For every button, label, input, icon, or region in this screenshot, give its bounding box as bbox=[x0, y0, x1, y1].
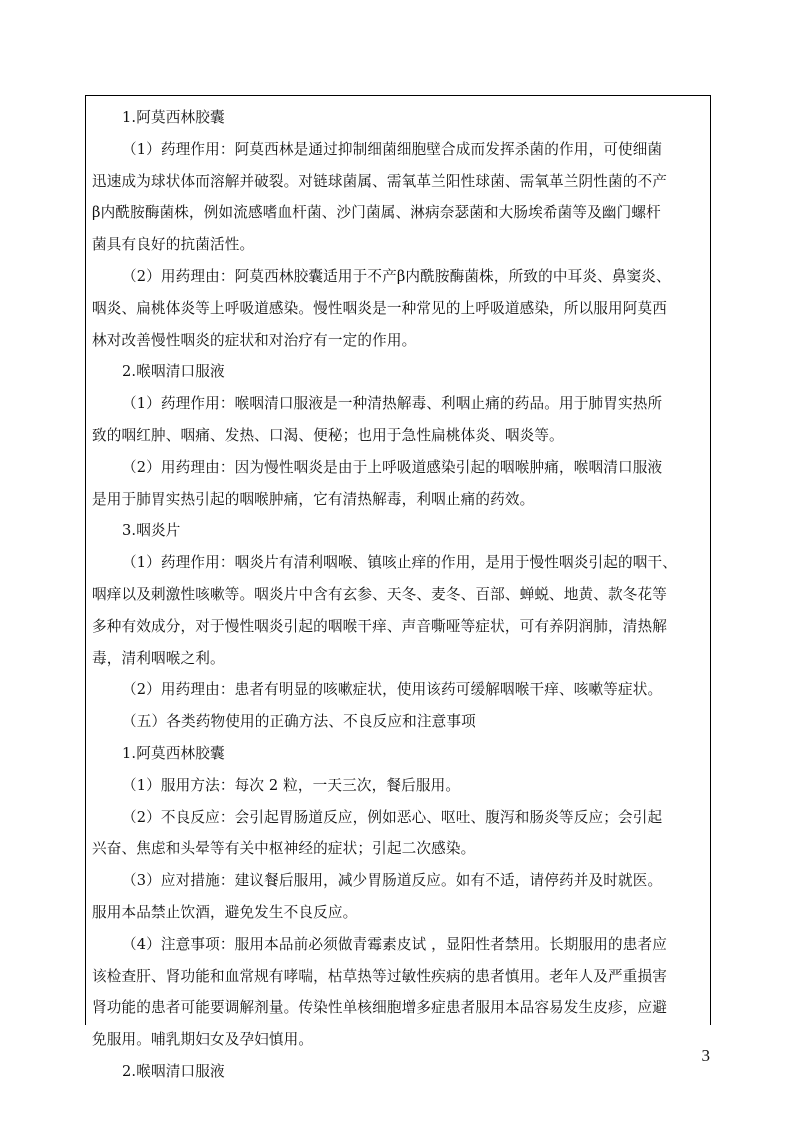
text-line: （4）注意事项：服用本品前必须做青霉素皮试 ，显阳性者禁用。长期服用的患者应 bbox=[122, 935, 668, 953]
text-line: 1.阿莫西林胶囊 bbox=[122, 744, 225, 762]
text-line: 服用本品禁止饮酒，避免发生不良反应。 bbox=[92, 903, 358, 921]
text-line: （1）药理作用：喉咽清口服液是一种清热解毒、利咽止痛的药品。用于肺胃实热所 bbox=[122, 395, 663, 413]
text-line: 迅速成为球状体而溶解并破裂。对链球菌属、需氧革兰阳性球菌、需氧革兰阴性菌的不产 bbox=[92, 172, 668, 190]
text-line: 2.喉咽清口服液 bbox=[122, 363, 225, 381]
text-line: （2）用药理由：阿莫西林胶囊适用于不产β内酰胺酶菌株，所致的中耳炎、鼻窦炎、 bbox=[122, 267, 671, 285]
text-line: 咽炎、扁桃体炎等上呼吸道感染。慢性咽炎是一种常见的上呼吸道感染，所以服用阿莫西 bbox=[92, 299, 668, 317]
text-line: 1.阿莫西林胶囊 bbox=[122, 109, 225, 126]
text-line: （1）服用方法：每次 2 粒，一天三次，餐后服用。 bbox=[122, 776, 461, 794]
text-line: （1）药理作用：咽炎片有清利咽喉、镇咳止痒的作用，是用于慢性咽炎引起的咽干、 bbox=[122, 554, 677, 572]
text-line: 肾功能的患者可能要调解剂量。传染性单核细胞增多症患者服用本品容易发生皮疹，应避 bbox=[92, 999, 668, 1017]
text-line: （3）应对措施：建议餐后服用，减少胃肠道反应。如有不适，请停药并及时就医。 bbox=[122, 872, 663, 890]
text-line: 2.喉咽清口服液 bbox=[122, 1062, 225, 1080]
document-body bbox=[86, 102, 710, 1088]
text-line: （1）药理作用：阿莫西林是通过抑制细菌细胞壁合成而发挥杀菌的作用，可使细菌 bbox=[122, 140, 663, 158]
text-line: 多种有效成分，对于慢性咽炎引起的咽喉干痒、声音嘶哑等症状，可有养阴润肺，清热解 bbox=[92, 617, 668, 635]
text-line: （2）不良反应：会引起胃肠道反应，例如恶心、呕吐、腹泻和肠炎等反应；会引起 bbox=[122, 808, 663, 826]
text-line: （五）各类药物使用的正确方法、不良反应和注意事项 bbox=[122, 713, 476, 731]
text-line: 毒，清利咽喉之利。 bbox=[92, 649, 225, 667]
text-line: 咽痒以及刺激性咳嗽等。咽炎片中含有玄参、天冬、麦冬、百部、蝉蜕、地黄、款冬花等 bbox=[92, 585, 668, 603]
page-number: 3 bbox=[701, 1046, 710, 1065]
text-line: （2）用药理由：患者有明显的咳嗽症状，使用该药可缓解咽喉干痒、咳嗽等症状。 bbox=[122, 681, 663, 699]
text-line: 3.咽炎片 bbox=[122, 522, 181, 540]
text-line: （2）用药理由：因为慢性咽炎是由于上呼吸道感染引起的咽喉肿痛，喉咽清口服液 bbox=[122, 458, 663, 476]
text-line: 菌具有良好的抗菌活性。 bbox=[92, 236, 255, 254]
text-line: 兴奋、焦虑和头晕等有关中枢神经的症状；引起二次感染。 bbox=[92, 840, 476, 858]
text-line: 林对改善慢性咽炎的症状和对治疗有一定的作用。 bbox=[92, 331, 417, 349]
text-line: 该检查肝、肾功能和血常规有哮喘，枯草热等过敏性疾病的患者慎用。老年人及严重损害 bbox=[92, 967, 668, 985]
text-line: β内酰胺酶菌株，例如流感嗜血杆菌、沙门菌属、淋病奈瑟菌和大肠埃希菌等及幽门螺杆 bbox=[92, 204, 661, 222]
document-frame bbox=[85, 95, 711, 1080]
text-line: 致的咽红肿、咽痛、发热、口渴、便秘；也用于急性扁桃体炎、咽炎等。 bbox=[92, 426, 564, 444]
text-line: 免服用。哺乳期妇女及孕妇慎用。 bbox=[92, 1031, 314, 1049]
text-line: 是用于肺胃实热引起的咽喉肿痛，它有清热解毒，利咽止痛的药效。 bbox=[92, 490, 535, 508]
